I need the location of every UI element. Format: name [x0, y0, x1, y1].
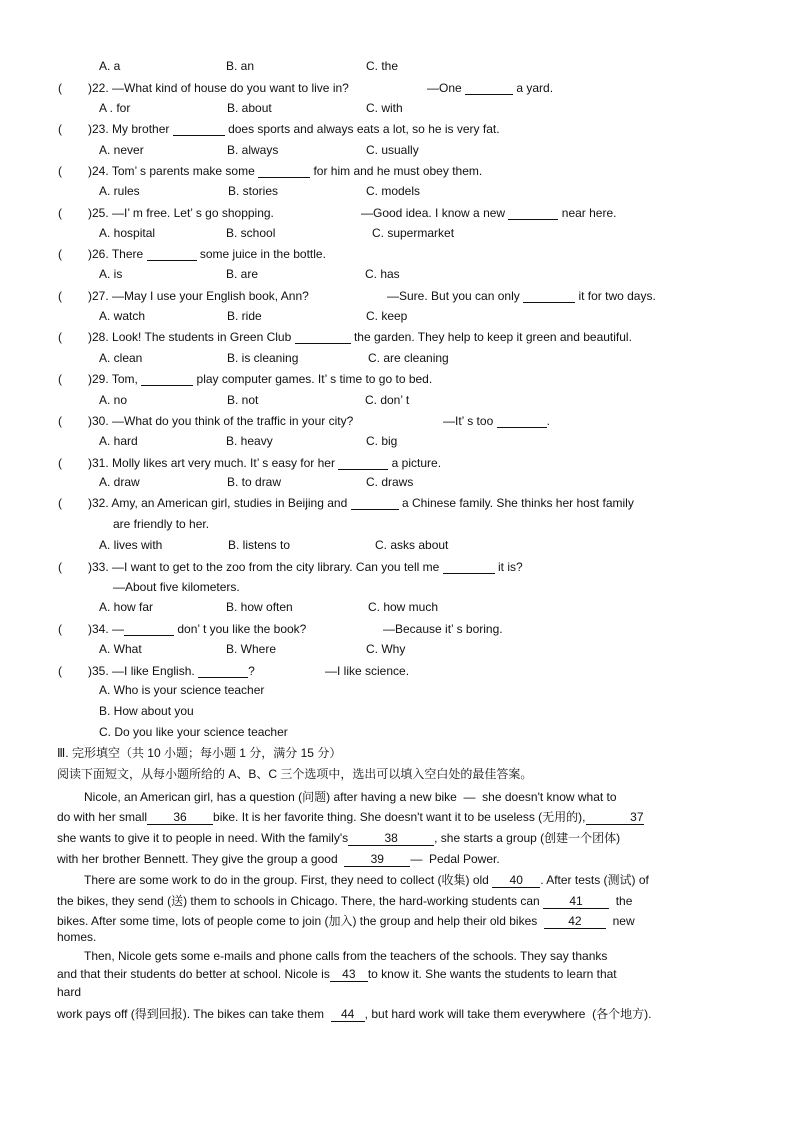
q35-paren-close: ) — [88, 664, 92, 678]
q33-text-1: —I want to get to the zoo from the city library. Can you tell me — [112, 560, 440, 574]
q22-text-3: a yard. — [516, 81, 554, 95]
q33-text-2: it is? — [497, 560, 523, 574]
q24-number: 24. — [92, 164, 109, 178]
q30-question — [88, 414, 353, 428]
q33-paren-close: ) — [88, 560, 92, 574]
q32-paren-close: ) — [88, 496, 92, 510]
q28-option-c: C. are cleaning — [368, 351, 449, 365]
q31-option-b: B. to draw — [227, 475, 282, 489]
cloze-blank-39[interactable]: 39 — [344, 853, 410, 867]
q34-option-b: B. Where — [226, 642, 277, 656]
q34-question — [88, 622, 306, 636]
q25-option-b: B. school — [226, 226, 276, 240]
q23-text-1: My brother — [112, 122, 170, 136]
q30-option-c: C. big — [366, 434, 398, 448]
q32-text-1: Amy, an American girl, studies in Beijing and — [111, 496, 348, 510]
q25-paren-close: ) — [88, 206, 92, 220]
passage-p3-line2 — [57, 967, 617, 982]
q31-paren-open: ( — [58, 456, 62, 470]
q33-option-b: B. how often — [226, 600, 293, 614]
q26-option-a: A. is — [99, 267, 123, 281]
q23-option-a: A. never — [99, 143, 144, 157]
q22-reply — [427, 81, 553, 95]
passage-text: the — [615, 894, 633, 908]
q23-number: 23. — [92, 122, 109, 136]
q28-text-1: Look! The students in Green Club — [112, 330, 292, 344]
q30-blank[interactable] — [497, 415, 547, 428]
q31-blank[interactable] — [338, 457, 388, 470]
passage-p2-line1 — [84, 873, 649, 888]
q26-option-c: C. has — [365, 267, 400, 281]
q25-reply — [361, 206, 616, 220]
q31-text-1: Molly likes art very much. It’ s easy for her — [112, 456, 335, 470]
q28-paren-close: ) — [88, 330, 92, 344]
q35-option-b: B. How about you — [99, 704, 194, 718]
q21-option-c: C. the — [366, 59, 399, 73]
q27-text-2: —Sure. But you can only — [387, 289, 520, 303]
passage-text: she wants to give it to people in need. With the family's — [57, 831, 349, 845]
passage-p3-line3: hard — [57, 985, 82, 999]
q23-option-c: C. usually — [366, 143, 419, 157]
q35-blank[interactable] — [198, 665, 248, 678]
q34-paren-close: ) — [88, 622, 92, 636]
q28-text-2: the garden. They help to keep it green and beautiful. — [353, 330, 632, 344]
q35-text-3: —I like science. — [325, 664, 410, 678]
q35-paren-open: ( — [58, 664, 62, 678]
q22-text-2: —One — [427, 81, 462, 95]
q25-option-a: A. hospital — [99, 226, 156, 240]
q32-text-2: a Chinese family. She thinks her host family — [401, 496, 634, 510]
q25-option-c: C. supermarket — [372, 226, 455, 240]
q26-blank[interactable] — [147, 248, 197, 261]
q35-text-2: ? — [248, 664, 255, 678]
q35-question — [88, 664, 255, 678]
q24-option-a: A. rules — [99, 184, 140, 198]
q25-text-1: —I’ m free. Let’ s go shopping. — [112, 206, 274, 220]
q24-text-2: for him and he must obey them. — [313, 164, 483, 178]
cloze-blank-36[interactable]: 36 — [147, 811, 213, 825]
q24-option-c: C. models — [366, 184, 421, 198]
q28-blank[interactable] — [295, 331, 351, 344]
passage-text: — Pedal Power. — [410, 852, 500, 866]
q26-number: 26. — [92, 247, 109, 261]
passage-text: new — [612, 914, 635, 928]
passage-text: work pays off (得到回报). The bikes can take them — [57, 1007, 324, 1021]
q30-paren-close: ) — [88, 414, 92, 428]
q25-number: 25. — [92, 206, 109, 220]
q26-text-2: some juice in the bottle. — [199, 247, 326, 261]
q27-option-b: B. ride — [227, 309, 262, 323]
q34-text-1: — — [112, 622, 125, 636]
passage-text: bikes. After some time, lots of people come to join (加入) the group and help their old bikes — [57, 914, 538, 928]
q32-option-a: A. lives with — [99, 538, 163, 552]
q35-number: 35. — [92, 664, 109, 678]
q27-paren-open: ( — [58, 289, 62, 303]
q29-number: 29. — [92, 372, 109, 386]
q31-option-a: A. draw — [99, 475, 140, 489]
q33-text-3: —About five kilometers. — [113, 580, 240, 594]
passage-text: the bikes, they send (送) them to schools in Chicago. There, the hard-working students can — [57, 894, 540, 908]
q23-question — [88, 122, 500, 136]
q22-question — [88, 81, 349, 95]
passage-text: , she starts a group (创建一个团体) — [434, 831, 621, 845]
q24-option-b: B. stories — [228, 184, 279, 198]
q34-paren-open: ( — [58, 622, 62, 636]
q35-option-a: A. Who is your science teacher — [99, 683, 265, 697]
q22-option-a: A . for — [99, 101, 131, 115]
q27-text-1: —May I use your English book, Ann? — [112, 289, 309, 303]
q30-option-a: A. hard — [99, 434, 138, 448]
cloze-blank-44[interactable]: 44 — [331, 1008, 365, 1022]
passage-p1-line2 — [57, 810, 644, 825]
q34-option-c: C. Why — [366, 642, 406, 656]
q29-text-2: play computer games. It’ s time to go to bed. — [196, 372, 433, 386]
q25-text-2: —Good idea. I know a new — [361, 206, 506, 220]
q32-text-3: are friendly to her. — [113, 517, 210, 531]
q28-paren-open: ( — [58, 330, 62, 344]
q27-option-c: C. keep — [366, 309, 408, 323]
q28-option-b: B. is cleaning — [227, 351, 299, 365]
q30-reply — [443, 414, 550, 428]
cloze-blank-37[interactable]: 37 — [586, 811, 644, 825]
q22-paren-open: ( — [58, 81, 62, 95]
cloze-blank-38[interactable]: 38 — [348, 832, 434, 846]
q22-number: 22. — [92, 81, 109, 95]
passage-text: and that their students do better at school. Nicole is — [57, 967, 330, 981]
passage-text: bike. It is her favorite thing. She doesn't want it to be useless (无用的), — [213, 810, 586, 824]
passage-p2-line2 — [57, 894, 632, 909]
q27-text-3: it for two days. — [578, 289, 656, 303]
q31-text-2: a picture. — [391, 456, 442, 470]
q34-number: 34. — [92, 622, 109, 636]
q30-number: 30. — [92, 414, 109, 428]
passage-p3-line4 — [57, 1007, 651, 1022]
q21-option-b: B. an — [226, 59, 255, 73]
q22-blank[interactable] — [465, 82, 513, 95]
q31-question — [88, 456, 441, 470]
q32-question — [88, 496, 634, 510]
q29-option-c: C. don’ t — [365, 393, 410, 407]
q33-option-a: A. how far — [99, 600, 154, 614]
cloze-blank-42[interactable]: 42 — [544, 915, 606, 929]
q34-text-3: —Because it’ s boring. — [383, 622, 503, 636]
passage-p1-line1: Nicole, an American girl, has a question (问题) after having a new bike — she doesn't know what to — [84, 790, 617, 804]
q22-option-b: B. about — [227, 101, 272, 115]
q27-blank[interactable] — [523, 290, 575, 303]
q24-text-1: Tom’ s parents make some — [111, 164, 255, 178]
q30-paren-open: ( — [58, 414, 62, 428]
q30-option-b: B. heavy — [226, 434, 273, 448]
passage-text: do with her small — [57, 810, 148, 824]
q27-option-a: A. watch — [99, 309, 146, 323]
q29-option-a: A. no — [99, 393, 128, 407]
q28-option-a: A. clean — [99, 351, 143, 365]
q29-option-b: B. not — [227, 393, 259, 407]
q32-blank[interactable] — [351, 497, 399, 510]
q23-blank[interactable] — [173, 123, 225, 136]
q32-option-b: B. listens to — [228, 538, 291, 552]
q32-option-c: C. asks about — [375, 538, 449, 552]
q34-blank[interactable] — [124, 623, 174, 636]
q35-option-c: C. Do you like your science teacher — [99, 725, 288, 739]
q30-text-1: —What do you think of the traffic in your city? — [112, 414, 354, 428]
q27-reply — [387, 289, 656, 303]
q33-number: 33. — [92, 560, 109, 574]
section-title: Ⅲ. 完形填空（共 10 小题；每小题 1 分，满分 15 分） — [57, 746, 342, 760]
passage-text: , but hard work will take them everywhere (各个地方). — [364, 1007, 652, 1021]
q25-text-3: near here. — [561, 206, 617, 220]
q23-paren-open: ( — [58, 122, 62, 136]
cloze-blank-41[interactable]: 41 — [543, 895, 609, 909]
passage-text: with her brother Bennett. They give the group a good — [57, 852, 338, 866]
passage-p3-line1: Then, Nicole gets some e-mails and phone calls from the teachers of the schools. They say thanks — [84, 949, 608, 963]
q32-paren-open: ( — [58, 496, 62, 510]
q24-blank[interactable] — [258, 165, 310, 178]
q33-option-c: C. how much — [368, 600, 439, 614]
q25-blank[interactable] — [508, 207, 558, 220]
q23-paren-close: ) — [88, 122, 92, 136]
q33-blank[interactable] — [443, 561, 495, 574]
q29-paren-open: ( — [58, 372, 62, 386]
q34-option-a: A. What — [99, 642, 142, 656]
passage-p2-line4: homes. — [57, 930, 97, 944]
q29-paren-close: ) — [88, 372, 92, 386]
passage-text: to know it. She wants the students to learn that — [367, 967, 617, 981]
q24-paren-close: ) — [88, 164, 92, 178]
q29-blank[interactable] — [141, 373, 193, 386]
q31-paren-close: ) — [88, 456, 92, 470]
q26-paren-close: ) — [88, 247, 92, 261]
q25-paren-open: ( — [58, 206, 62, 220]
q27-number: 27. — [92, 289, 109, 303]
cloze-blank-43[interactable]: 43 — [330, 968, 368, 982]
cloze-blank-40[interactable]: 40 — [492, 874, 540, 888]
section-instructions: 阅读下面短文，从每小题所给的 A、B、C 三个选项中，选出可以填入空白处的最佳答案。 — [57, 767, 533, 781]
passage-p1-line4 — [57, 852, 500, 867]
q28-number: 28. — [92, 330, 109, 344]
q29-text-1: Tom, — [111, 372, 138, 386]
q25-question — [88, 206, 274, 220]
q26-text-1: There — [111, 247, 144, 261]
q26-option-b: B. are — [226, 267, 259, 281]
q26-question — [88, 247, 326, 261]
q31-number: 31. — [92, 456, 109, 470]
q27-question — [88, 289, 309, 303]
q24-question — [88, 164, 482, 178]
q22-text-1: —What kind of house do you want to live in? — [112, 81, 349, 95]
passage-text: . After tests (测试) of — [540, 873, 649, 887]
q28-question — [88, 330, 632, 344]
passage-p2-line3 — [57, 914, 635, 929]
q30-text-2: —It’ s too — [443, 414, 494, 428]
q32-number: 32. — [92, 496, 109, 510]
q22-option-c: C. with — [366, 101, 403, 115]
q21-option-a: A. a — [99, 59, 121, 73]
q22-paren-close: ) — [88, 81, 92, 95]
q27-paren-close: ) — [88, 289, 92, 303]
q23-text-2: does sports and always eats a lot, so he is very fat. — [228, 122, 500, 136]
passage-p1-line3 — [57, 831, 620, 846]
q33-question — [88, 560, 523, 574]
q23-option-b: B. always — [227, 143, 279, 157]
passage-text: There are some work to do in the group. First, they need to collect (收集) old — [84, 873, 489, 887]
q35-text-1: —I like English. — [112, 664, 195, 678]
q31-option-c: C. draws — [366, 475, 414, 489]
q33-paren-open: ( — [58, 560, 62, 574]
q24-paren-open: ( — [58, 164, 62, 178]
q34-text-2: don’ t you like the book? — [177, 622, 307, 636]
q30-text-3: . — [546, 414, 550, 428]
q29-question — [88, 372, 432, 386]
q26-paren-open: ( — [58, 247, 62, 261]
